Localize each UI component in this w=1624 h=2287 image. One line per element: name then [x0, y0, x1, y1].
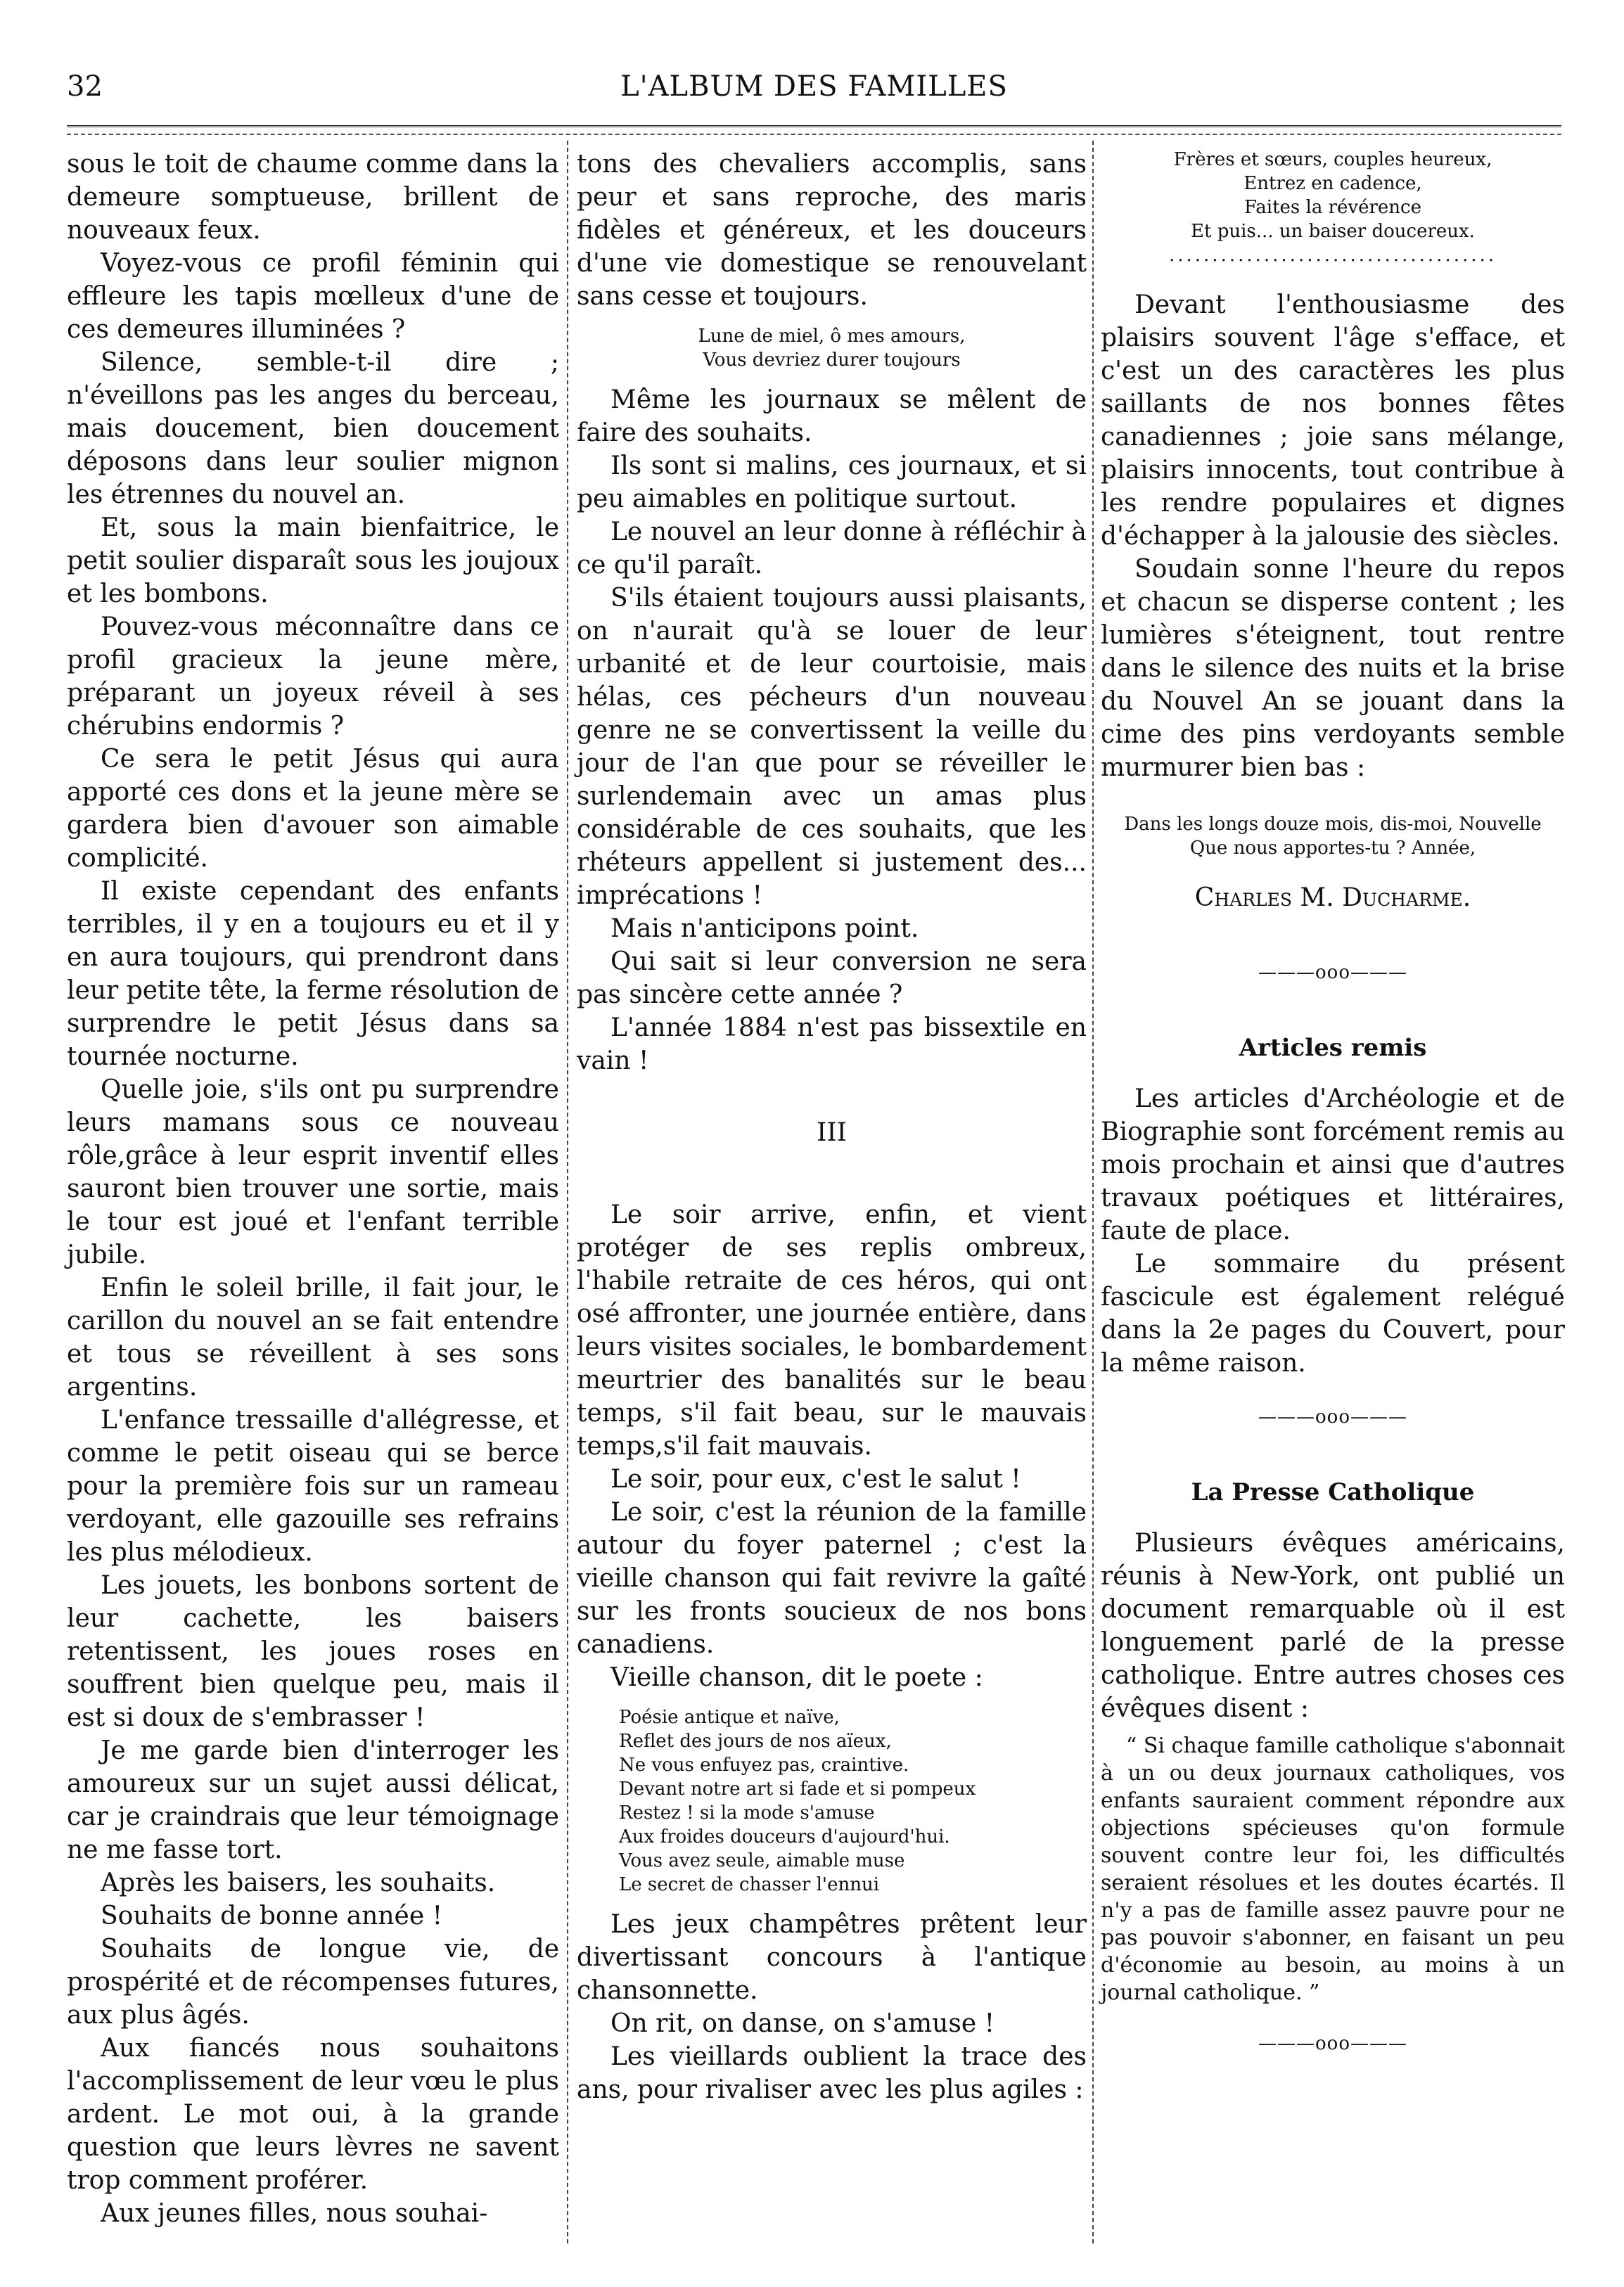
poem-dance	[1101, 148, 1565, 267]
paragraph: Ils sont si malins, ces journaux, et si peu aimables en politique surtout.	[577, 451, 1087, 513]
paragraph: Ce sera le petit Jésus qui aura apporté ces dons et la jeune mère se gardera bien d'avouer son aimable complicité.	[67, 745, 559, 873]
poem-line: Vous devriez durer toujours	[703, 350, 961, 371]
page-number: 32	[67, 70, 103, 103]
paragraph: L'enfance tressaille d'allégresse, et comme le petit oiseau qui se berce pour la première fois sur un rameau verdoyant, elle gazouille ses refrains les plus mélodieux.	[67, 1406, 559, 1567]
column-1	[67, 148, 559, 2230]
poem-line: Et puis... un baiser doucereux.	[1191, 221, 1475, 242]
paragraph: Quelle joie, s'ils ont pu surprendre leurs mamans sous ce nouveau rôle,grâce à leur esprit inventif elles sauront bien trouver une sortie, mais le tour est joué et l'enfant terrible jubile.	[67, 1075, 559, 1269]
paragraph: Le soir arrive, enfin, et vient protéger de ses replis ombreux, l'habile retraite de ces héros, qui ont osé affronter, une journée entière, dans leurs visites sociales, le bombardement meurtrier des banalités sur le beau temps, s'il fait beau, sur le mauvais temps,s'il fait mauvais.	[577, 1200, 1087, 1461]
paragraph: Souhaits de longue vie, de prospérité et de récompenses futures, aux plus âgés.	[67, 1935, 559, 2030]
poem-line: Dans les longs douze mois, dis-moi, Nouvelle	[1124, 814, 1542, 835]
heading-articles-remis: Articles remis	[1239, 1034, 1427, 1062]
paragraph: Devant l'enthousiasme des plaisirs souvent l'âge s'efface, et c'est un des caractères les plus saillants de nos bonnes fêtes canadiennes ; joie sans mélange, plaisirs innocents, tout contribue à les rendre populaires et dignes d'échapper à la jalousie des siècles.	[1101, 290, 1565, 551]
paragraph: Il existe cependant des enfants terribles, il y en a toujours eu et il y en aura toujours, qui prendront dans leur petite tête, la ferme résolution de surprendre le petit Jésus dans sa tournée nocturne.	[67, 877, 559, 1071]
heading-presse-catholique: La Presse Catholique	[1191, 1478, 1475, 1506]
column-divider-2	[1092, 141, 1094, 2243]
paragraph: Voyez-vous ce profil féminin qui effleure les tapis mœlleux d'une de ces demeures illuminées ?	[67, 249, 559, 344]
column-2	[577, 148, 1087, 2106]
paragraph: tons des chevaliers accomplis, sans peur et sans reproche, des maris fidèles et généreux, et les douceurs d'une vie domestique se renouvelant sans cesse et toujours.	[577, 150, 1087, 311]
paragraph: Plusieurs évêques américains, réunis à New-York, ont publié un document remarquable où il est longuement parlé de la presse catholique. Entre autres choses ces évêques disent :	[1101, 1529, 1565, 1723]
paragraph: Les jeux champêtres prêtent leur divertissant concours à l'antique chansonnette.	[577, 1910, 1087, 2005]
poem-line: Frères et sœurs, couples heureux,	[1173, 149, 1492, 170]
paragraph: Le soir, c'est la réunion de la famille autour du foyer paternel ; c'est la vieille chanson qui fait revivre la gaîté sur les fronts soucieux de nos bons canadiens.	[577, 1498, 1087, 1659]
poem-ellipsis: ......................................	[1168, 245, 1497, 266]
poem-line: Entrez en cadence,	[1243, 173, 1422, 194]
paragraph: Soudain sonne l'heure du repos et chacun se disperse content ; les lumières s'éteignent, tout rentre dans le silence des nuits et la brise du Nouvel An se jouant dans la cime des pins verdoyants semble murmurer bien bas :	[1101, 555, 1565, 782]
paragraph: Le soir, pour eux, c'est le salut !	[610, 1465, 1021, 1494]
paragraph: On rit, on danse, on s'amuse !	[610, 2009, 995, 2038]
paragraph: Le sommaire du présent fascicule est également relégué dans la 2e pages du Couvert, pour la même raison.	[1101, 1250, 1565, 1378]
section-divider: ———ooo———	[1258, 1407, 1407, 1428]
paragraph: sous le toit de chaume comme dans la demeure somptueuse, brillent de nouveaux feux.	[67, 150, 559, 245]
poem-line: Poésie antique et naïve,	[619, 1707, 840, 1728]
author-signature: Charles M. Ducharme.	[1194, 883, 1471, 912]
running-title: L'ALBUM DES FAMILLES	[620, 70, 1008, 103]
paragraph: Mais n'anticipons point.	[610, 914, 919, 943]
column-divider-1	[567, 141, 568, 2243]
paragraph: Aux fiancés nous souhaitons l'accomplissement de leur vœu le plus ardent. Le mot oui, à la grande question que leurs lèvres ne savent trop comment proférer.	[67, 2034, 559, 2195]
section-number: III	[817, 1118, 847, 1147]
section-divider: ———ooo———	[1258, 962, 1407, 983]
poem-line: Que nous apportes-tu ? Année,	[1189, 838, 1476, 859]
paragraph: Même les journaux se mêlent de faire des souhaits.	[577, 385, 1087, 447]
paragraph: Enfin le soleil brille, il fait jour, le carillon du nouvel an se fait entendre et tous se réveillent à ses sons argentins.	[67, 1274, 559, 1402]
paragraph: L'année 1884 n'est pas bissextile en vain !	[577, 1013, 1087, 1075]
poem-line: Reflet des jours de nos aïeux,	[619, 1731, 892, 1752]
paragraph: Les vieillards oublient la trace des ans, pour rivaliser avec les plus agiles :	[577, 2042, 1087, 2104]
column-3	[1101, 148, 1565, 2103]
paragraph: Pouvez-vous méconnaître dans ce profil gracieux la jeune mère, préparant un joyeux réveil à ses chérubins endormis ?	[67, 613, 559, 741]
poem-line: Faites la révérence	[1243, 197, 1421, 218]
header-rule	[67, 125, 1561, 127]
paragraph: Vieille chanson, dit le poete :	[610, 1663, 983, 1692]
poem-line: Devant notre art si fade et si pompeux	[619, 1779, 976, 1800]
paragraph: Les articles d'Archéologie et de Biographie sont forcément remis au mois prochain et ainsi que d'autres travaux poétiques et littéraires, faute de place.	[1101, 1084, 1565, 1245]
poem-line: Restez ! si la mode s'amuse	[619, 1802, 875, 1824]
poem-old-song	[619, 1705, 1087, 1897]
paragraph: Et, sous la main bienfaitrice, le petit soulier disparaît sous les joujoux et les bombons.	[67, 513, 559, 608]
poem-new-year	[1101, 812, 1565, 860]
poem-line: Lune de miel, ô mes amours,	[698, 326, 966, 347]
poem-line: Ne vous enfuyez pas, craintive.	[619, 1755, 909, 1776]
paragraph: Silence, semble-t-il dire ; n'éveillons pas les anges du berceau, mais doucement, bien doucement déposons dans leur soulier mignon les étrennes du nouvel an.	[67, 348, 559, 509]
paragraph: Qui sait si leur conversion ne sera pas sincère cette année ?	[577, 947, 1087, 1009]
poem-honeymoon	[577, 324, 1087, 372]
paragraph: S'ils étaient toujours aussi plaisants, on n'aurait qu'à se louer de leur urbanité et de leur courtoisie, mais hélas, ces pécheurs d'un nouveau genre ne se convertissent la veille du jour de l'an que pour se réveiller le surlendemain avec un amas plus considérable de ces souhaits, que les rhéteurs appellent si justement des... imprécations !	[577, 584, 1087, 910]
paragraph: Je me garde bien d'interroger les amoureux sur un sujet aussi délicat, car je craindrais que leur témoignage ne me fasse tort.	[67, 1736, 559, 1864]
paragraph: Après les baisers, les souhaits.	[101, 1869, 496, 1897]
poem-line: Vous avez seule, aimable muse	[619, 1850, 905, 1871]
page-header	[67, 70, 1561, 127]
header-rule-dashed	[67, 134, 1561, 135]
section-divider: ———ooo———	[1258, 2033, 1407, 2054]
paragraph: Souhaits de bonne année !	[101, 1902, 443, 1930]
bishops-quote: “ Si chaque famille catholique s'abonnait à un ou deux journaux catholiques, vos enfants sauraient comment répondre aux objections spécieuses qu'on formule souvent contre leur foi, les difficultés seraient résolues et les doutes écartés. Il n'y a pas de famille assez pauvre pour ne pas pouvoir s'abonner, en faisant un peu d'économie au besoin, au moins à un journal catholique. ”	[1101, 1734, 1565, 2005]
paragraph: Aux jeunes filles, nous souhai-	[101, 2199, 488, 2228]
paragraph: Le nouvel an leur donne à réfléchir à ce qu'il paraît.	[577, 518, 1087, 579]
poem-line: Aux froides douceurs d'aujourd'hui.	[619, 1826, 950, 1847]
poem-line: Le secret de chasser l'ennui	[619, 1874, 880, 1895]
paragraph: Les jouets, les bonbons sortent de leur cachette, les baisers retentissent, les joues roses en souffrent bien quelque peu, mais il est si doux de s'embrasser !	[67, 1571, 559, 1732]
